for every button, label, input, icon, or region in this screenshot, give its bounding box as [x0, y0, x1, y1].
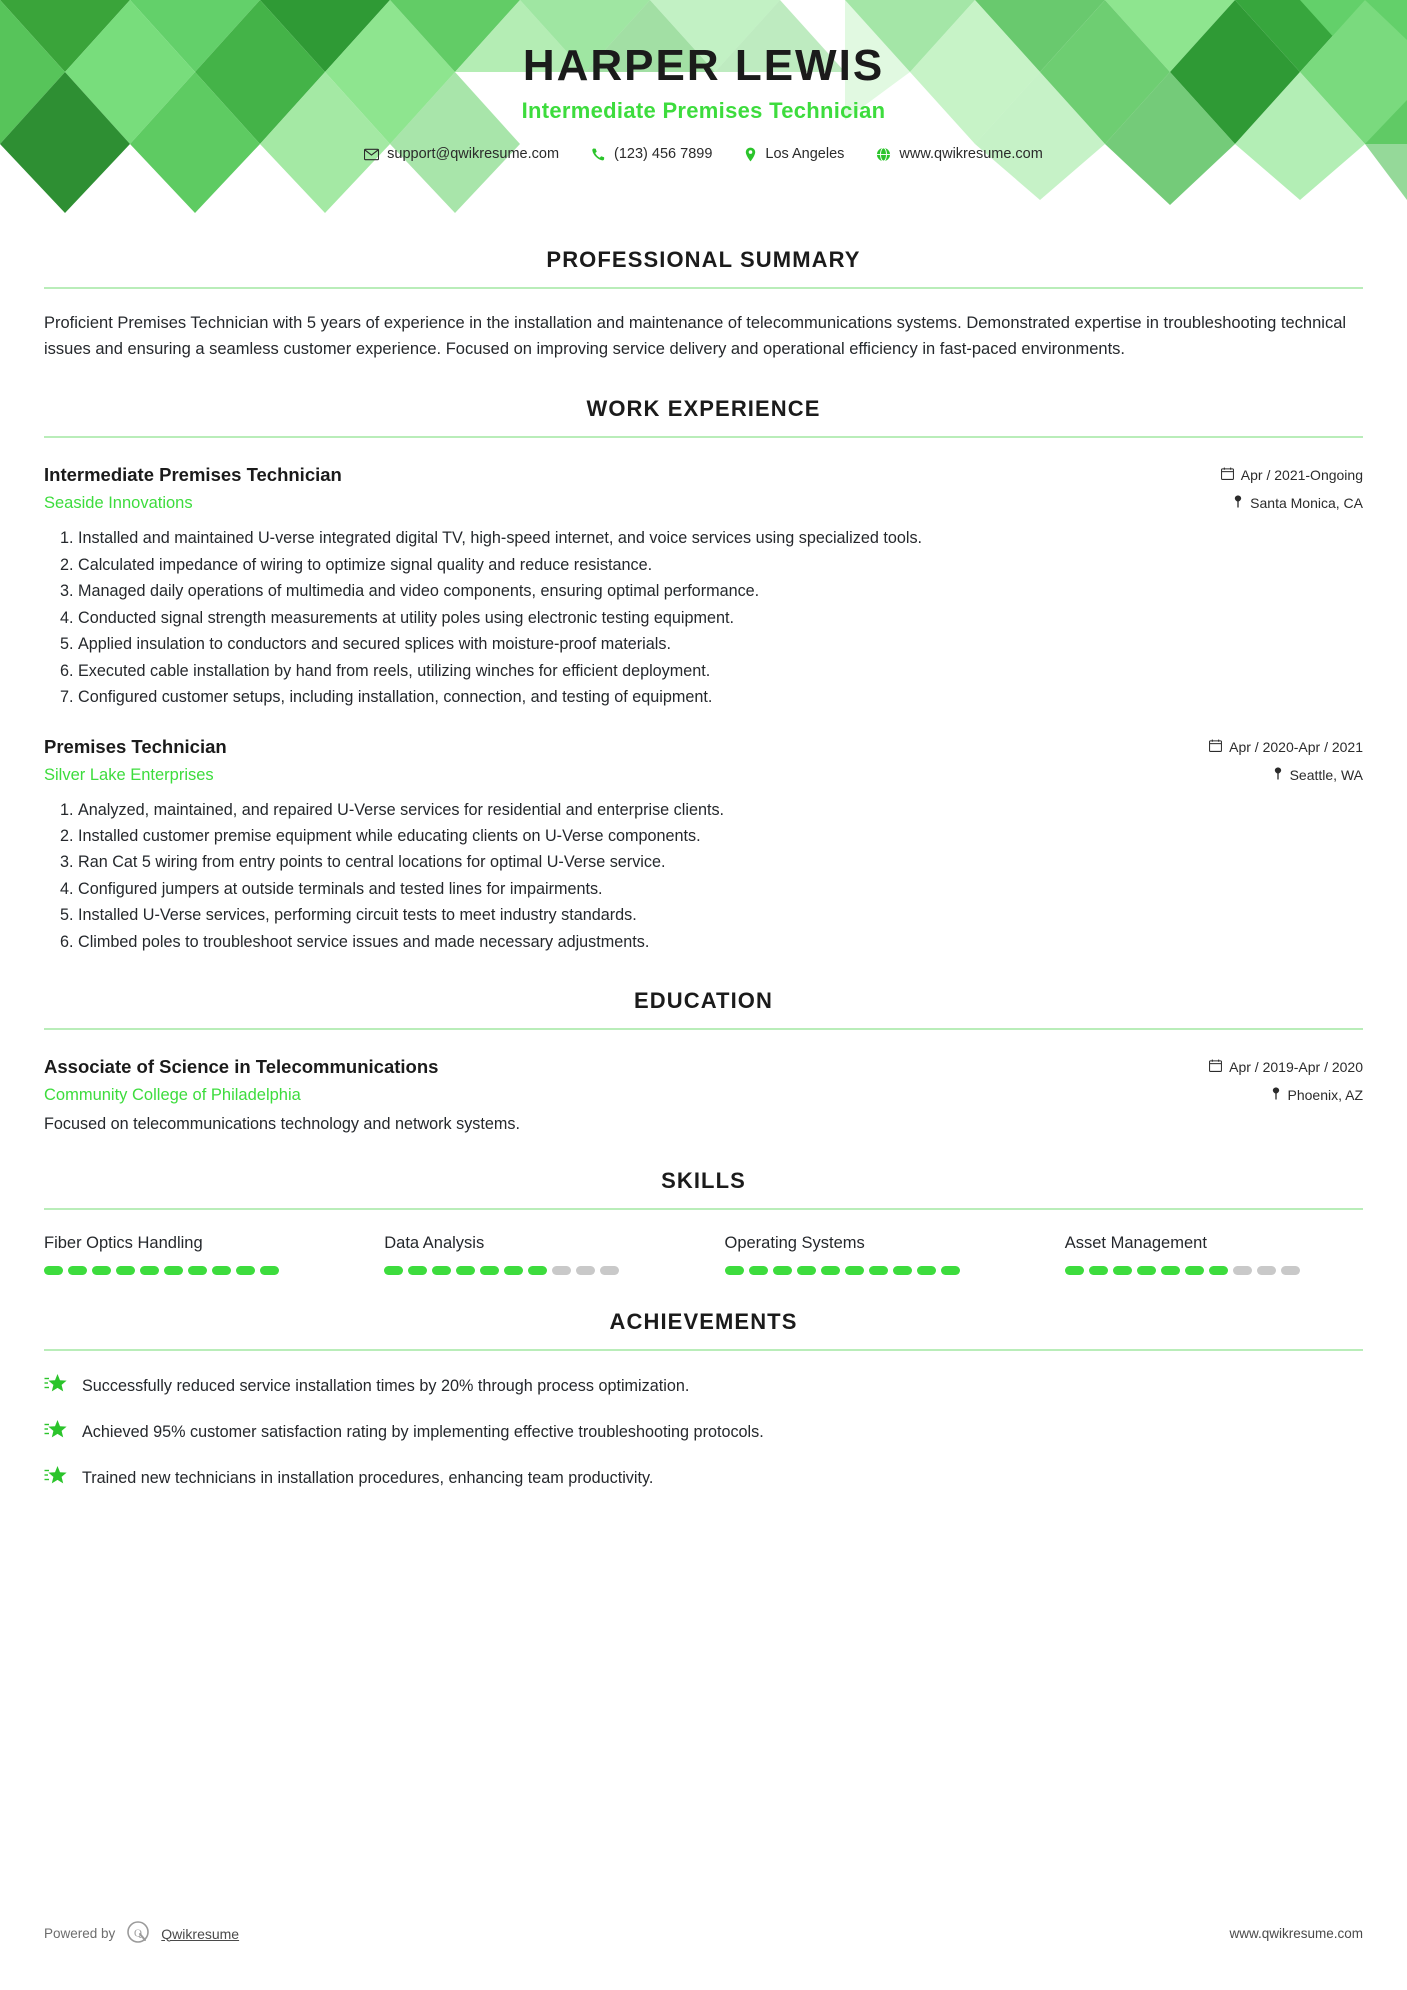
list-item: 4. Configured jumpers at outside terminals and tested lines for impairments. [78, 878, 1363, 901]
education-entry [44, 1056, 1363, 1134]
contact-website[interactable] [860, 146, 1058, 162]
star-icon [44, 1373, 68, 1400]
contact-phone-text: (123) 456 7899 [614, 146, 713, 163]
work-location [1209, 767, 1363, 783]
rating-dot [1089, 1266, 1108, 1275]
achievement-item [44, 1465, 1363, 1492]
list-item: 3. Ran Cat 5 wiring from entry points to central locations for optimal U-Verse service. [78, 851, 1363, 874]
powered-by-label: Powered by [44, 1926, 116, 1941]
rating-dot [92, 1266, 111, 1275]
achievement-item [44, 1419, 1363, 1446]
list-item: 2. Installed customer premise equipment while educating clients on U-Verse components. [78, 825, 1363, 848]
star-icon [44, 1419, 68, 1446]
rating-dot [44, 1266, 63, 1275]
location-pin-icon [1271, 1087, 1281, 1103]
rating-dot [1137, 1266, 1156, 1275]
svg-text:Q: Q [134, 1927, 143, 1940]
rating-dot [917, 1266, 936, 1275]
list-item: 1. Analyzed, maintained, and repaired U-Verse services for residential and enterprise clients. [78, 799, 1363, 822]
work-dates [1221, 467, 1363, 483]
section-heading-achievements: ACHIEVEMENTS [609, 1309, 798, 1335]
rating-dot [749, 1266, 768, 1275]
rating-dot [236, 1266, 255, 1275]
work-entry [44, 464, 1363, 709]
work-role: Intermediate Premises Technician [44, 464, 342, 486]
skill-item [1065, 1234, 1363, 1275]
rating-dot [552, 1266, 571, 1275]
section-heading-work-experience: WORK EXPERIENCE [586, 396, 821, 422]
contact-email[interactable] [348, 146, 575, 162]
rating-dot [1185, 1266, 1204, 1275]
contact-row [0, 146, 1407, 162]
list-item: 5. Installed U-Verse services, performing circuit tests to meet industry standards. [78, 904, 1363, 927]
work-dates-text: Apr / 2020-Apr / 2021 [1229, 738, 1363, 755]
work-bullets [44, 799, 1363, 955]
work-company: Seaside Innovations [44, 494, 193, 513]
skill-rating [1065, 1266, 1363, 1275]
section-divider [44, 287, 1363, 289]
rating-dot [1257, 1266, 1276, 1275]
contact-email-text: support@qwikresume.com [387, 146, 560, 163]
rating-dot [384, 1266, 403, 1275]
qwikresume-logo-icon [125, 1919, 151, 1948]
calendar-icon [1209, 1059, 1222, 1075]
work-dates [1209, 739, 1363, 755]
email-icon [364, 147, 379, 162]
rating-dot [140, 1266, 159, 1275]
work-location-text: Santa Monica, CA [1250, 495, 1363, 512]
work-entry [44, 736, 1363, 955]
achievement-text: Trained new technicians in installation procedures, enhancing team productivity. [82, 1469, 654, 1488]
education-school: Community College of Philadelphia [44, 1086, 301, 1105]
skill-item [44, 1234, 342, 1275]
rating-dot [941, 1266, 960, 1275]
skill-label: Data Analysis [384, 1234, 485, 1253]
education-description: Focused on telecommunications technology and network systems. [44, 1115, 520, 1134]
rating-dot [893, 1266, 912, 1275]
star-icon [44, 1465, 68, 1492]
resume-header [0, 0, 1407, 213]
work-bullets [44, 527, 1363, 709]
section-divider [44, 1028, 1363, 1030]
location-pin-icon [744, 147, 757, 162]
page-title: HARPER LEWIS [522, 41, 885, 90]
achievements-list [44, 1373, 1363, 1492]
rating-dot [164, 1266, 183, 1275]
work-company: Silver Lake Enterprises [44, 765, 214, 784]
skill-item [384, 1234, 682, 1275]
rating-dot [456, 1266, 475, 1275]
rating-dot [1161, 1266, 1180, 1275]
rating-dot [188, 1266, 207, 1275]
rating-dot [212, 1266, 231, 1275]
skill-rating [44, 1266, 342, 1275]
rating-dot [576, 1266, 595, 1275]
section-divider [44, 1349, 1363, 1351]
education-location-text: Phoenix, AZ [1287, 1087, 1363, 1104]
section-heading-skills: SKILLS [661, 1168, 746, 1194]
education-dates [1209, 1059, 1363, 1075]
location-pin-icon [1233, 495, 1243, 511]
calendar-icon [1221, 467, 1234, 483]
work-location [1221, 495, 1363, 511]
skill-rating [725, 1266, 1023, 1275]
rating-dot [260, 1266, 279, 1275]
list-item: 7. Configured customer setups, including installation, connection, and testing of equipment. [78, 686, 1363, 709]
education-degree: Associate of Science in Telecommunications [44, 1056, 439, 1078]
job-title: Intermediate Premises Technician [521, 98, 886, 124]
rating-dot [773, 1266, 792, 1275]
skill-label: Fiber Optics Handling [44, 1234, 203, 1253]
list-item: 4. Conducted signal strength measurements at utility poles using electronic testing equipment. [78, 607, 1363, 630]
rating-dot [504, 1266, 523, 1275]
list-item: 5. Applied insulation to conductors and secured splices with moisture-proof materials. [78, 633, 1363, 656]
resume-body [0, 247, 1407, 1492]
rating-dot [725, 1266, 744, 1275]
skill-rating [384, 1266, 682, 1275]
rating-dot [480, 1266, 499, 1275]
contact-location[interactable] [728, 146, 860, 162]
location-pin-icon [1273, 767, 1283, 783]
page-footer [44, 1919, 1363, 1948]
phone-icon [591, 147, 606, 162]
summary-text: Proficient Premises Technician with 5 years of experience in the installation and maintenance of telecommunications systems. Demonstrated expertise in troubleshooting technical issues and ensuring a seamless customer experience. Focused on improving service delivery and operational efficiency in fast-paced environments. [44, 314, 1347, 358]
section-divider [44, 1208, 1363, 1210]
achievement-item [44, 1373, 1363, 1400]
rating-dot [869, 1266, 888, 1275]
contact-location-text: Los Angeles [765, 146, 845, 163]
section-heading-education: EDUCATION [633, 988, 774, 1014]
powered-by-block [44, 1919, 239, 1948]
calendar-icon [1209, 739, 1222, 755]
rating-dot [1113, 1266, 1132, 1275]
rating-dot [68, 1266, 87, 1275]
rating-dot [797, 1266, 816, 1275]
skill-label: Asset Management [1064, 1234, 1207, 1253]
rating-dot [1281, 1266, 1300, 1275]
footer-url: www.qwikresume.com [1229, 1926, 1363, 1941]
list-item: 3. Managed daily operations of multimedia and video components, ensuring optimal performance. [78, 580, 1363, 603]
rating-dot [408, 1266, 427, 1275]
list-item: 6. Climbed poles to troubleshoot service issues and made necessary adjustments. [78, 931, 1363, 954]
skills-grid [44, 1234, 1363, 1275]
skill-label: Operating Systems [724, 1234, 865, 1253]
skill-item [725, 1234, 1023, 1275]
qwikresume-link[interactable]: Qwikresume [161, 1925, 240, 1942]
rating-dot [432, 1266, 451, 1275]
rating-dot [528, 1266, 547, 1275]
rating-dot [1233, 1266, 1252, 1275]
globe-icon [876, 147, 891, 162]
rating-dot [600, 1266, 619, 1275]
rating-dot [116, 1266, 135, 1275]
work-role: Premises Technician [44, 735, 227, 757]
education-location [1209, 1087, 1363, 1103]
rating-dot [1065, 1266, 1084, 1275]
list-item: 1. Installed and maintained U-verse integrated digital TV, high-speed internet, and voice services using specialized tools. [78, 527, 1363, 550]
achievement-text: Successfully reduced service installation times by 20% through process optimization. [82, 1377, 690, 1396]
section-divider [44, 436, 1363, 438]
list-item: 6. Executed cable installation by hand from reels, utilizing winches for efficient deployment. [78, 660, 1363, 683]
work-location-text: Seattle, WA [1289, 766, 1363, 783]
contact-website-text: www.qwikresume.com [899, 146, 1043, 163]
rating-dot [821, 1266, 840, 1275]
work-dates-text: Apr / 2021-Ongoing [1240, 467, 1363, 484]
achievement-text: Achieved 95% customer satisfaction rating by implementing effective troubleshooting protocols. [82, 1423, 764, 1442]
education-dates-text: Apr / 2019-Apr / 2020 [1229, 1059, 1363, 1076]
rating-dot [1209, 1266, 1228, 1275]
section-heading-summary: PROFESSIONAL SUMMARY [546, 247, 861, 272]
list-item: 2. Calculated impedance of wiring to optimize signal quality and reduce resistance. [78, 554, 1363, 577]
contact-phone[interactable] [575, 146, 728, 162]
rating-dot [845, 1266, 864, 1275]
